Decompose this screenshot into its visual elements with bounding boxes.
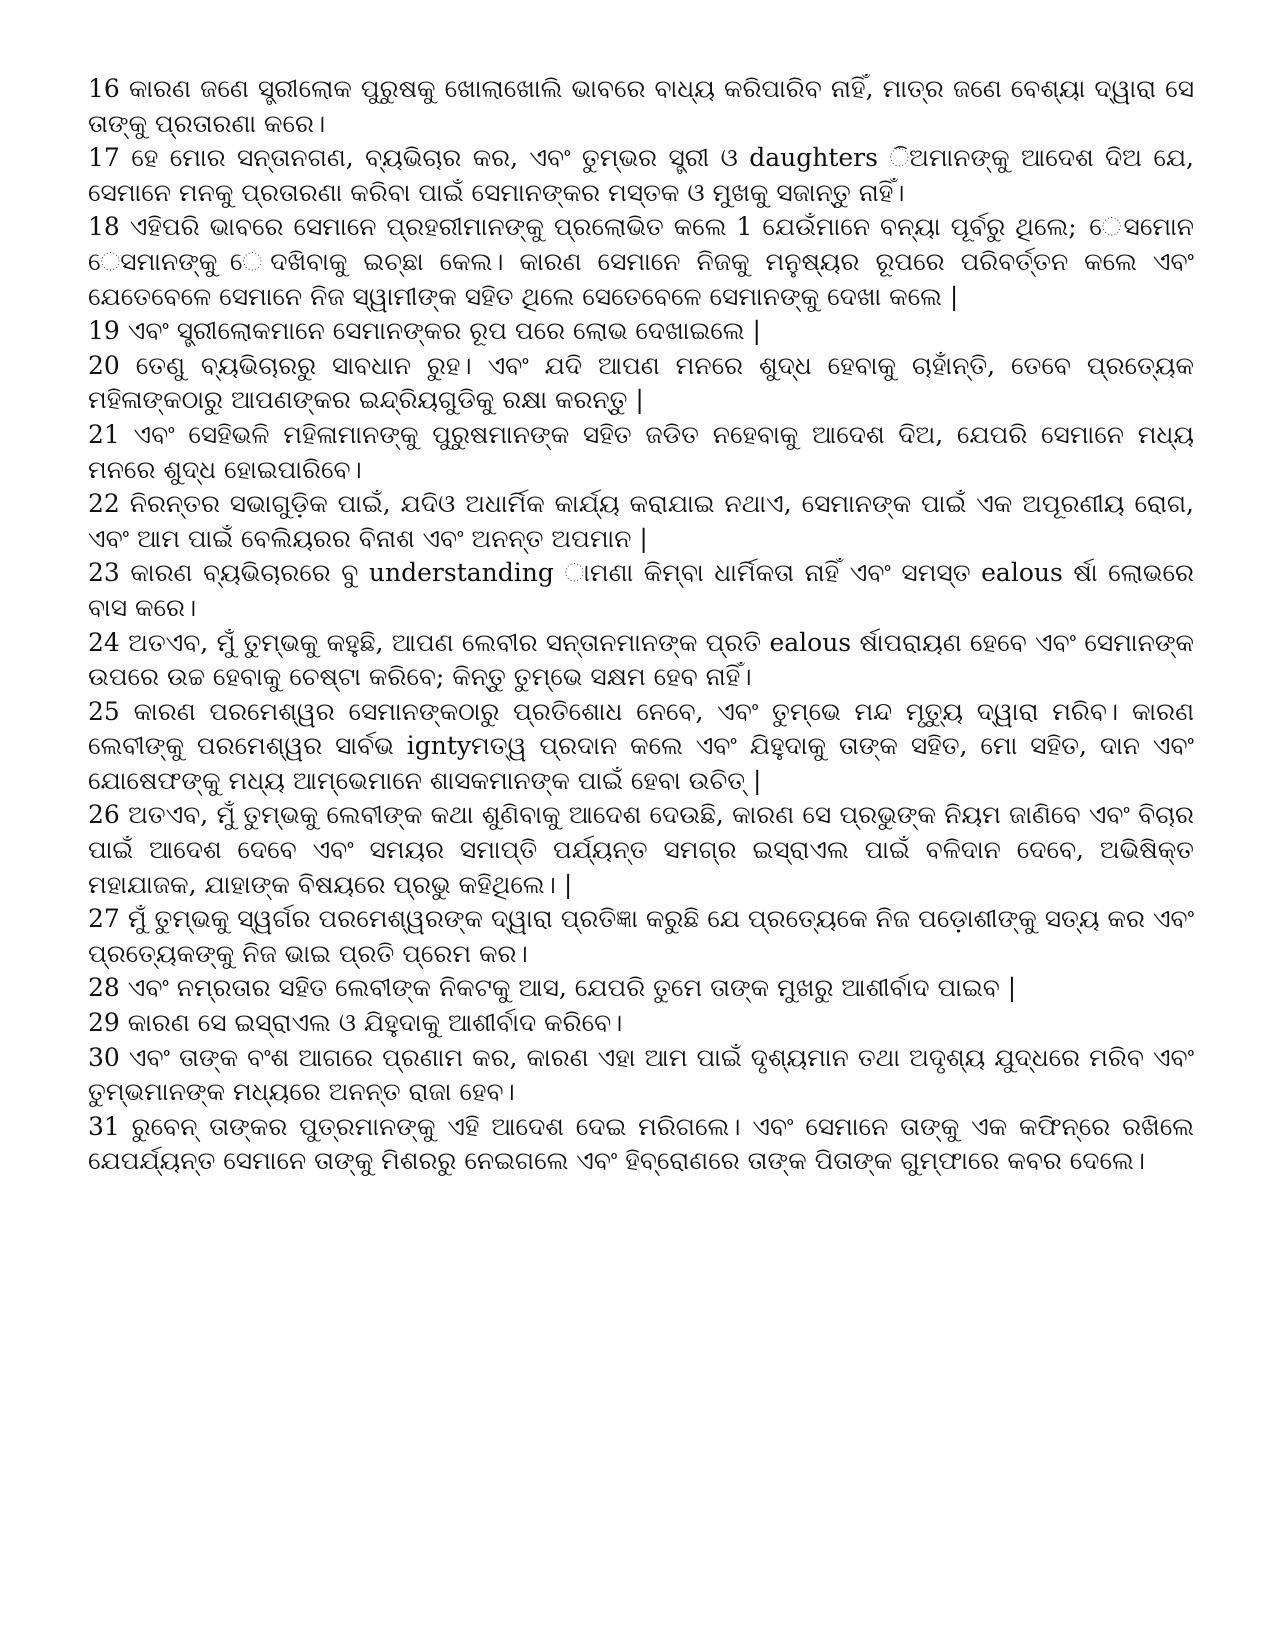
verse-19: 19 ଏବଂ ସ୍ତ୍ରୀଲୋକମାନେ ସେମାନଙ୍କର ରୂପ ପରେ ଲୋଭ ଦେଖାଇଲେ | xyxy=(88,316,761,346)
verse-23: 23 କାରଣ ବ୍ୟଭିଚାରରେ ବୁ understanding ାମଣା କିମ୍ବା ଧାର୍ମିକତା ନାହିଁ ଏବଂ ସମସ୍ତ ealous ର୍ଷା ଲୋଭରେ ବାସ କରେ। xyxy=(88,558,1194,622)
verse-26: 26 ଅତଏବ, ମୁଁ ତୁମ୍ଭକୁ ଲେବୀଙ୍କ କଥା ଶୁଣିବାକୁ ଆଦେଶ ଦେଉଛି, କାରଣ ସେ ପ୍ରଭୁଙ୍କ ନିୟମ ଜାଣିବେ ଏବଂ ବିଚାର ପାଇଁ ଆଦେଶ ଦେବେ ଏବଂ ସମୟର ସମାପ୍ତି ପର୍ଯ୍ୟନ୍ତ ସମଗ୍ର ଇସ୍ରାଏଲ ପାଇଁ ବଳିଦାନ ଦେବେ, ଅଭିଷିକ୍ତ ମହାଯାଜକ, ଯାହାଙ୍କ ବିଷୟରେ ପ୍ରଭୁ କହିଥିଲେ। | xyxy=(88,800,1194,899)
verse-20: 20 ତେଣୁ ବ୍ୟଭିଚାରରୁ ସାବଧାନ ରୁହ। ଏବଂ ଯଦି ଆପଣ ମନରେ ଶୁଦ୍ଧ ହେବାକୁ ଚାହାଁନ୍ତି, ତେବେ ପ୍ରତ୍ୟେକ ମହିଳାଙ୍କଠାରୁ ଆପଣଙ୍କର ଇନ୍ଦ୍ରିୟଗୁଡିକୁ ରକ୍ଷା କରନ୍ତୁ | xyxy=(88,350,1194,415)
verse-21: 21 ଏବଂ ସେହିଭଳି ମହିଳାମାନଙ୍କୁ ପୁରୁଷମାନଙ୍କ ସହିତ ଜଡିତ ନହେବାକୁ ଆଦେଶ ଦିଅ, ଯେପରି ସେମାନେ ମଧ୍ୟ ମନରେ ଶୁଦ୍ଧ ହୋଇପାରିବେ। xyxy=(88,419,1194,484)
verse-25: 25 କାରଣ ପରମେଶ୍ୱର ସେମାନଙ୍କଠାରୁ ପ୍ରତିଶୋଧ ନେବେ, ଏବଂ ତୁମ୍ଭେ ମନ୍ଦ ମୃତ୍ୟୁ ଦ୍ୱାରା ମରିବ। କାରଣ ଲେବୀଙ୍କୁ ପରମେଶ୍ୱର ସାର୍ବଭ igntyମତ୍ୱ ପ୍ରଦାନ କଲେ ଏବଂ ଯିହୁଦାକୁ ତାଙ୍କ ସହିତ, ମୋ ସହିତ, ଦାନ ଏବଂ ଯୋଷେଫଙ୍କୁ ମଧ୍ୟ ଆମ୍ଭେମାନେ ଶାସକମାନଙ୍କ ପାଇଁ ହେବା ଉଚିତ୍ | xyxy=(88,696,1194,795)
verse-17: 17 ହେ ମୋର ସନ୍ତାନଗଣ, ବ୍ୟଭିଚାର କର, ଏବଂ ତୁମ୍ଭର ସ୍ତ୍ରୀ ଓ daughters ିଅମାନଙ୍କୁ ଆଦେଶ ଦିଅ ଯେ, ସେମାନେ ମନକୁ ପ୍ରତାରଣା କରିବା ପାଇଁ ସେମାନଙ୍କର ମସ୍ତକ ଓ ମୁଖକୁ ସଜାନ୍ତୁ ନାହିଁ। xyxy=(88,143,1194,207)
verse-24: 24 ଅତଏବ, ମୁଁ ତୁମ୍ଭକୁ କହୁଛି, ଆପଣ ଲେବୀର ସନ୍ତାନମାନଙ୍କ ପ୍ରତି ealous ର୍ଷାପରାୟଣ ହେବେ ଏବଂ ସେମାନଙ୍କ ଉପରେ ଉଚ୍ଚ ହେବାକୁ ଚେଷ୍ଟା କରିବେ; କିନ୍ତୁ ତୁମ୍ଭେ ସକ୍ଷମ ହେବ ନାହିଁ। xyxy=(88,627,1194,692)
verse-18: 18 ଏହିପରି ଭାବରେ ସେମାନେ ପ୍ରହରୀମାନଙ୍କୁ ପ୍ରଲୋଭିତ କଲେ 1 ଯେଉଁମାନେ ବନ୍ୟା ପୂର୍ବରୁ ଥିଲେ; େସମାେନ େସମାନଙ୍କୁ େଦଖିବାକୁ ଇଚ୍ଛା କେଲ। କାରଣ ସେମାନେ ନିଜକୁ ମନୁଷ୍ୟର ରୂପରେ ପରିବର୍ତ୍ତନ କଲେ ଏବଂ ଯେତେବେଳେ ସେମାନେ ନିଜ ସ୍ୱାମୀଙ୍କ ସହିତ ଥିଲେ ସେତେବେଳେ ସେମାନଙ୍କୁ ଦେଖା କଲେ | xyxy=(88,212,1194,311)
verse-22: 22 ନିରନ୍ତର ସଭାଗୁଡ଼ିକ ପାଇଁ, ଯଦିଓ ଅଧାର୍ମିକ କାର୍ଯ୍ୟ କରାଯାଇ ନଥାଏ, ସେମାନଙ୍କ ପାଇଁ ଏକ ଅପୂରଣୀୟ ରୋଗ, ଏବଂ ଆମ ପାଇଁ ବେଲିୟରର ବିନାଶ ଏବଂ ଅନନ୍ତ ଅପମାନ | xyxy=(88,489,1194,553)
document-page xyxy=(88,72,1194,1179)
verse-16: 16 କାରଣ ଜଣେ ସ୍ତ୍ରୀଲୋକ ପୁରୁଷକୁ ଖୋଲାଖୋଲି ଭାବରେ ବାଧ୍ୟ କରିପାରିବ ନାହିଁ, ମାତ୍ର ଜଣେ ବେଶ୍ୟା ଦ୍ୱାରା ସେ ତାଙ୍କୁ ପ୍ରତାରଣା କରେ। xyxy=(88,74,1194,138)
verse-30: 30 ଏବଂ ତାଙ୍କ ବଂଶ ଆଗରେ ପ୍ରଣାମ କର, କାରଣ ଏହା ଆମ ପାଇଁ ଦୃଶ୍ୟମାନ ତଥା ଅଦୃଶ୍ୟ ଯୁଦ୍ଧରେ ମରିବ ଏବଂ ତୁମ୍ଭମାନଙ୍କ ମଧ୍ୟରେ ଅନନ୍ତ ରାଜା ହେବ। xyxy=(88,1042,1194,1107)
verse-31: 31 ରୁବେନ୍ ତାଙ୍କର ପୁତ୍ରମାନଙ୍କୁ ଏହି ଆଦେଶ ଦେଇ ମରିଗଲେ। ଏବଂ ସେମାନେ ତାଙ୍କୁ ଏକ କଫିନ୍‌ରେ ରଖିଲେ ଯେପର୍ଯ୍ୟନ୍ତ ସେମାନେ ତାଙ୍କୁ ମିଶରରୁ ନେଇଗଲେ ଏବଂ ହିବ୍ରୋଣରେ ତାଙ୍କ ପିତାଙ୍କ ଗୁମ୍ଫାରେ କବର ଦେଲେ। xyxy=(88,1111,1194,1176)
verse-27: 27 ମୁଁ ତୁମ୍ଭକୁ ସ୍ୱର୍ଗର ପରମେଶ୍ୱରଙ୍କ ଦ୍ୱାରା ପ୍ରତିଜ୍ଞା କରୁଛି ଯେ ପ୍ରତ୍ୟେକେ ନିଜ ପଡ଼ୋଶୀଙ୍କୁ ସତ୍ୟ କର ଏବଂ ପ୍ରତ୍ୟେକଙ୍କୁ ନିଜ ଭାଇ ପ୍ରତି ପ୍ରେମ କର। xyxy=(88,904,1194,968)
verse-29: 29 କାରଣ ସେ ଇସ୍ରାଏଲ ଓ ଯିହୁଦାକୁ ଆଶୀର୍ବାଦ କରିବେ। xyxy=(88,1008,623,1038)
verse-28: 28 ଏବଂ ନମ୍ରତାର ସହିତ ଲେବୀଙ୍କ ନିକଟକୁ ଆସ, ଯେପରି ତୁମେ ତାଙ୍କ ମୁଖରୁ ଆଶୀର୍ବାଦ ପାଇବ | xyxy=(88,973,1017,1003)
